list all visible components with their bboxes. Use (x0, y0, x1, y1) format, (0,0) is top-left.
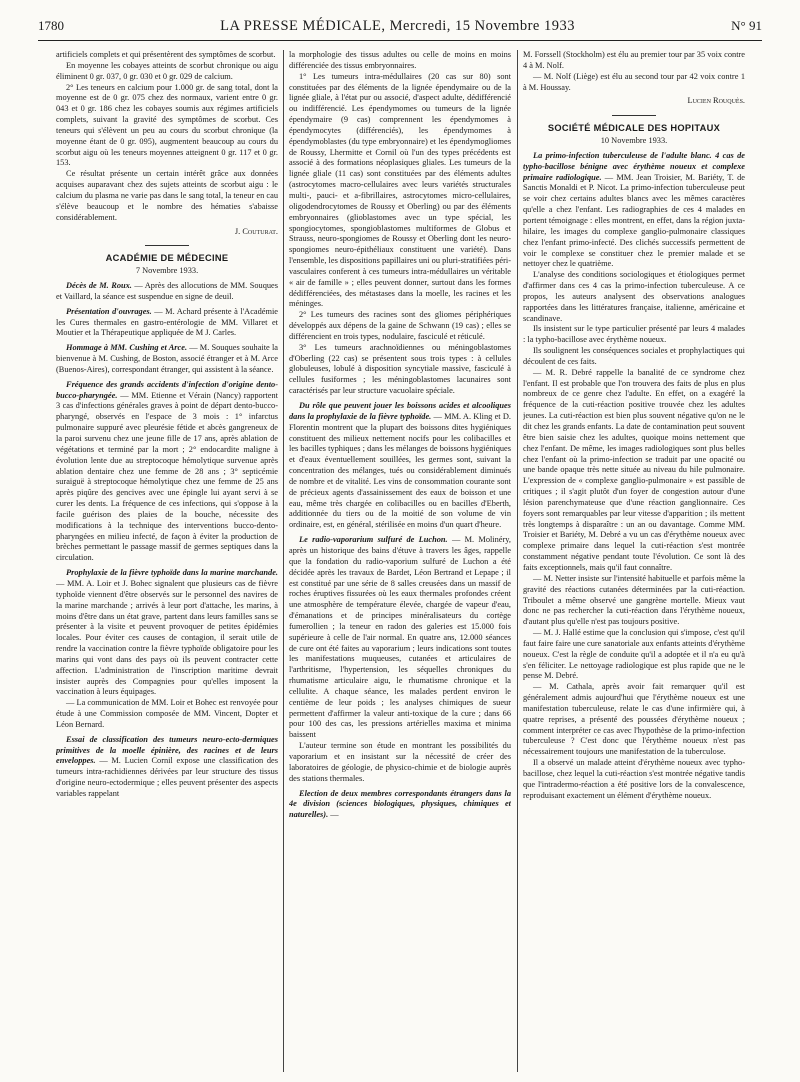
paragraph: 2° Les tumeurs des racines sont des gliomes périphériques développés aux dépens de la gaine de Schwann (19 cas) ; elles se différencient en trois types, nodulaire, fasciculé et réticulé. (289, 310, 511, 341)
paragraph: — M. Nolf (Liège) est élu au second tour par 42 voix contre 1 à M. Houssay. (523, 71, 745, 92)
article (56, 380, 278, 564)
section-date: 7 Novembre 1933. (135, 266, 199, 276)
issue-number: N° 91 (731, 18, 762, 33)
paragraph: artificiels complets et qui présentèrent des symptômes de scorbut. (56, 50, 276, 59)
article-text: — M. Lucien Cornil expose une classification des tumeurs intra-rachidiennes dérivées par leur structure des tissus d'origine neuro-ectodermique ; elles peuvent présenter des aspects variables rappelant (56, 756, 278, 798)
article (56, 343, 278, 376)
paragraph: Ils insistent sur le type particulier présenté par leurs 4 malades : la typho-bacillose avec érythème noueux. (523, 324, 745, 345)
article-text: — (328, 810, 339, 820)
article (56, 735, 278, 800)
section-title: ACADÉMIE DE MÉDECINE (105, 253, 229, 264)
column-3 (523, 50, 745, 1074)
paragraph: L'auteur termine son étude en montrant les possibilités du vaporarium et en insistant sur la nécessité de créer des laboratoires de géologie, de physico-chimie et de biologie auprès des stations thermales. (289, 741, 511, 783)
author-signature: J. Couturat. (234, 226, 278, 236)
article-heading: Décès de M. Roux. (66, 281, 132, 291)
article (56, 307, 278, 340)
paragraph: — M. R. Debré rappelle la banalité de ce syndrome chez l'enfant. Il est probable que l'on trouvera des faits de plus en plus nombreux de ce genre chez l'adulte. En effet, on a exagéré la fréquence de la cuti-réaction positive trouvée chez les adultes jeunes. La cuti-réaction est bien plus souvent négative qu'on ne le dit chez les grands enfants. La date de contamination peut souvent être bien saisie chez les adultes, quoique moins nettement que chez l'enfant. De même, les images radiologiques sont plus belles chez l'enfant où la primo-infection se traduit par une opacité ou une bande opaque très nette située au niveau du hile pulmonaire. L'expression de « complexe ganglio-pulmonaire » est passible de critiques ; il s'agit plutôt d'un foyer de congestion autour d'une lésion parenchymateuse que d'une réaction ganglionnaire. Ces foyers sont remarquables par leur vitesse d'apparition ; ils mettent très longtemps à disparaître : un an ou davantage. Comme MM. Troisier et Bariéty, M. Debré a vu un cas d'érythème noueux avec complexe primaire dans lequel la cuti-réaction s'est montrée constamment négative pendant toute l'évolution. Ce sont là des faits exceptionnels, mais qu'il faut connaître. (523, 367, 745, 572)
article (289, 535, 511, 741)
section-date: 10 Novembre 1933. (600, 136, 668, 146)
article-text: — M. Achard présente à l'Académie les Cures thermales en gastro-entérologie de MM. Villaret et Moutier et la Thérapeutique appliquée de M J. Carles. (56, 306, 278, 338)
article-heading: Présentation d'ouvrages. (66, 306, 152, 316)
article-text: — M. Souques souhaite la bienvenue à M. Cushing, de Boston, associé étranger et à M. Arce (Buenos-Aires), correspondant étranger, qui assistent à la séance. (56, 343, 278, 374)
paragraph: Il a observé un malade atteint d'érythème noueux avec typho-bacillose, chez lequel la cuti-réaction s'est montrée négative tandis que l'intradermo-réaction a été positive lors de la convalescence, reproduisant exactement un élément d'érythème noueux. (523, 758, 745, 800)
paragraph: — M. J. Hallé estime que la conclusion qui s'impose, c'est qu'il faut faire faire une cure sanatoriale aux enfants atteints d'érythème noueux. C'est la règle de conduite qu'il a adoptée et il n'a eu qu'à s'en féliciter. Le nettoyage radiologique est plus rapide que ne le pense M. Debré. (523, 628, 745, 681)
paragraph: Ce résultat présente un certain intérêt grâce aux données acquises auparavant chez des sujets atteints de scorbut aigu : le calcium du plasma ne varie pas dans le sang total, la teneur en cau s'élève beaucoup et le nombre des hématies s'abaisse considérablement. (56, 169, 278, 222)
paragraph: — M. Netter insiste sur l'intensité habituelle et parfois même la gravité des réactions cutanées déterminées par la cuti-réaction. Triboulet a même observé une gangrène mortelle. Mieux vaut donc ne pas rechercher la cuti-réaction dans l'érythème noueux, d'autant plus qu'elle n'est pas toujours positive. (523, 573, 745, 627)
article (56, 281, 278, 303)
article-heading: La primo-infection tuberculeuse de l'adulte blanc. 4 cas de typho-bacillose bénigne avec érythème noueux et complexe primaire radiologique. (523, 150, 745, 182)
article (289, 789, 511, 822)
article-heading: Fréquence des grands accidents d'infection d'origine dento-bucco-pharyngée. (56, 379, 278, 400)
paragraph: 3° Les tumeurs arachnoïdiennes ou méningoblastomes d'Oberling (22 cas) se présentent sous trois types : à cellules globuleuses, lobulé à disposition syncytiale massive, fasciculé à cellules fusiformes ; les méningoblastomes lacunaires sont caractérisés par leur structure vacuolaire spéciale. (289, 342, 511, 396)
journal-title: LA PRESSE MÉDICALE, Mercredi, 15 Novembre 1933 (220, 18, 575, 34)
paragraph: 2° Les teneurs en calcium pour 1.000 gr. de sang total, dont la moyenne est de 0 gr. 075 chez des normaux, varient entre 0 gr. 043 et 0 gr. 186 chez les cobayes soumis aux régimes artificiels complets, suivant la gravité des symptômes de scorbut. Ces teneurs qui s'élèvent un peu au cours du scorbut chronique (la moyenne étant de 0 gr. 095), augmentent beaucoup au cours du scorbut aigu où les teneurs moyennes atteignent 0 gr. 117 et 0 gr. 153. (56, 82, 278, 168)
paragraph: — La communication de MM. Loir et Bohec est renvoyée pour étude à une Commission composée de MM. Vincent, Dopter et Léon Bernard. (56, 698, 278, 729)
article-text: — Après des allocutions de MM. Souques et Vaillard, la séance est suspendue en signe de deuil. (56, 281, 278, 301)
paragraph: L'analyse des conditions sociologiques et étiologiques permet d'affirmer dans ces 4 cas la primo-infection tuberculeuse. A ce propos, les auteurs analysent des observations analogues rapportées dans les littératures française, italienne, américaine et scandinave. (523, 270, 745, 323)
section-title: SOCIÉTÉ MÉDICALE DES HOPITAUX (547, 123, 721, 134)
article (289, 401, 511, 531)
article-heading: Hommage à MM. Cushing et Arce. (66, 343, 188, 353)
paragraph: — M. Cathala, après avoir fait remarquer qu'il est généralement admis aujourd'hui que l'érythème noueux est une manifestation tuberculeuse, relate le cas d'une infirmière qui, à quatre reprises, a présenté des poussées d'érythème noueux ; comment interpréter ce cas avec l'hypothèse de la primo-infection tuberculeuse ? C'est donc que l'érythème noueux n'est pas nécessairement toujours une manifestation de la tuberculose. (523, 682, 745, 757)
article-heading: Le radio-vaporarium sulfuré de Luchon. (299, 535, 448, 545)
article-heading: Election de deux membres correspondants étrangers dans la 4e division (sciences biologiques, physiques, chimiques et naturelles). (289, 788, 511, 820)
article (56, 568, 278, 698)
article-heading: Essai de classification des tumeurs neuro-ecto-dermiques primitives de la moelle épinière, des racines et de leurs enveloppes. (56, 734, 278, 766)
article-text: — M. Molinéry, après un historique des bains d'étuve à travers les âges, rappelle que la fondation du radio-vaporium sulfuré de Luchon a été décidée après les travaux de Bardet, Léon Bertrand et Lepape ; il est constitué par une série de 8 salles creusées dans un massif de roches éruptives fissurées où les eaux thermales profondes créent une atmosphère de température élevée, chargée de vapeur d'eau, d'émanations et de principes minéralisateurs du cortège fumerollien ; la teneur en radon des galeries est 15.000 fois supérieure à celle de l'air normal. En quatre ans, 12.000 séances de cure ont été faites au vaporarium ; leurs indications sont toutes les manifestations muqueuses, cutanées et articulaires de l'arthritisme, l'hypertension, les séquelles chroniques du rhumatisme articulaire aigu, le rhumatisme chronique et la cellulite. A chaque séance, les malades perdent environ le centième de leur poids ; les analyses chimiques de sueur permettent d'affirmer la valeur anti-toxique de la cure ; dans 66 pour 100 des cas, les pressions artérielles maxima et minima baissent (289, 535, 511, 740)
paragraph: M. Forssell (Stockholm) est élu au premier tour par 35 voix contre 4 à M. Nolf. (523, 50, 745, 70)
author-signature: Lucien Rouquès. (687, 96, 745, 106)
article-heading: Du rôle que peuvent jouer les boissons acides et alcooliques dans la prophylaxie de la fièvre typhoïde. (289, 401, 511, 421)
page-number: 1780 (38, 18, 64, 33)
article-text: — MM. Jean Troisier, M. Bariéty, T. de Sanctis Monaldi et P. Nicot. La primo-infection tuberculeuse peut se voir chez certains adultes blancs avec les mêmes caractères qu'elle a chez l'enfant. Les radiographies de ces 4 malades en portent témoignage : elles montrent, en effet, dans la région juxta-hilaire, les images du complexe ganglio-pulmonaire classiques chez l'enfant primo-infecté. Des clichés successifs permettent de voir le complexe se constituer chez le premier malade et se nettoyer chez le quatrième. (523, 172, 745, 269)
separator (612, 115, 656, 116)
paragraph: 1° Les tumeurs intra-médullaires (20 cas sur 80) sont constituées par des éléments de la lignée épendymaire ou de la lignée gliale, à l'état pur ou associé, d'aspect adulte, dédifférencié ou indifférencié. Les épendymomes ou tumeurs de la lignée épendymaire (9 cas) comprennent les épendymomes à épendymocytes (différenciés), les épendymomes à épendymoblastes (du type embryonnaire) et les épendymogliomes de Roussy, Lhermitte et Cornil où l'un des types précédents est associé à des formations néoplasiques gliales. Les tumeurs de la lignée gliale (11 cas) sont constituées par des éléments adultes (astrocytomes macro-cellulaires avec leurs variétés structurales multi-, pauci- et a-fibrillaires, astrocytomes micro-cellulaires, oligodendrocytomes de Roussy et Oberling) ou par des éléments embryonnaires (glioblastomes avec un type spécial, les spongiocytomes, spongioblastomes multiformes de Globus et Strauss, neuro-spongiomes de Roussy et Oberling dont les neuro-spongiomes neuro-épithéliaux constituent une variété). Dans l'ensemble, les dispositions papillaires uni ou pluri-stratifiées péri-vasculaires conferent à ces tumeurs intra-médullaires un véritable « air de famille » ; elles peuvent donner, surtout dans les formes dédifférenciées, des métastases dans la moelle, les racines et les méninges. (289, 71, 511, 309)
separator (145, 245, 189, 246)
paragraph: la morphologie des tissus adultes ou celle de moins en moins différenciée des tissus embryonnaires. (289, 50, 511, 70)
article-text: — MM. Etienne et Vérain (Nancy) rapportent 3 cas d'infections générales graves à point de départ dento-bucco-pharyngé, observés en l'espace de 3 mois : 1° infarctus pulmonaire suppuré avec pleurésie fétide et abcès gangreneux de la paroi survenu chez une jeune fille de 17 ans, après ablation de végétations et terminé par la mort ; 2° endocardite maligne à évolution lente due au streptocoque hémolytique survenue après ablation dentaire chez une femme de 28 ans ; 3° septicémie suraiguë à streptocoque hémolytique chez une femme de 25 ans après piqûre des gencives avec une épingle lui ayant servi à se curer les dents. La fréquence de ces infections, qui s'oppose à la facile guérison des plaies de la bouche, nécessite des modifications à la technique des interventions bucco-dento-pharyngées en milieu infecté, de façon à éviter la production de brèches permettant le passage massif de germes septiques dans la circulation. (56, 390, 278, 563)
article-text: — MM. A. Loir et J. Bohec signalent que plusieurs cas de fièvre typhoïde viennent d'être observés sur le personnel des navires de la marine marchande ; arrivés à leur port d'attache, les marins, à moins d'être dans un état grave, partent dans leurs familles sans se présenter à la visite et peuvent provoquer de petites épidémies locales. Pour éviter ces causes de contagion, il serait utile de rendre la vaccination contre la fièvre typhoïde obligatoire pour les marins qui vont dans des pays où ils peuvent contracter cette affection. L'administration de l'inscription maritime devrait insister auprès des Compagnies pour qu'elles imposent la vaccination à leurs équipages. (56, 578, 278, 697)
article (523, 151, 745, 270)
column-1 (56, 50, 278, 1074)
paragraph: En moyenne les cobayes atteints de scorbut chronique ou aigu éliminent 0 gr. 037, 0 gr. 030 et 0 gr. 029 de calcium. (56, 60, 278, 81)
column-2 (289, 50, 511, 1074)
article-text: — MM. A. Kling et D. Florentin montrent que la plupart des boissons dites hygiéniques constituent des milieux nettement nocifs pour les colibacilles et les bacilles typhiques ; dans les mélanges de boissons hygiéniques et d'eaux éventuellement souillées, les germes sont, suivant la concentration des mélanges, tués ou considérablement diminués de nombre et de vitalité. Les vins de consommation courante sont de précieux agents d'assainissement des eaux de boisson et une eau, même très chargée en colibacilles ou en bacilles d'Eberth, additionnée du tiers ou de la moitié de son volume de vin ordinaire, est, en général, stérilisée en moins d'un quart d'heure. (289, 411, 511, 530)
paragraph: Ils soulignent les conséquences sociales et prophylactiques qui découlent de ces faits. (523, 346, 745, 366)
column-rule (283, 50, 284, 1072)
column-rule (517, 50, 518, 1072)
page-header (38, 18, 762, 41)
article-heading: Prophylaxie de la fièvre typhoïde dans la marine marchande. (66, 568, 278, 578)
